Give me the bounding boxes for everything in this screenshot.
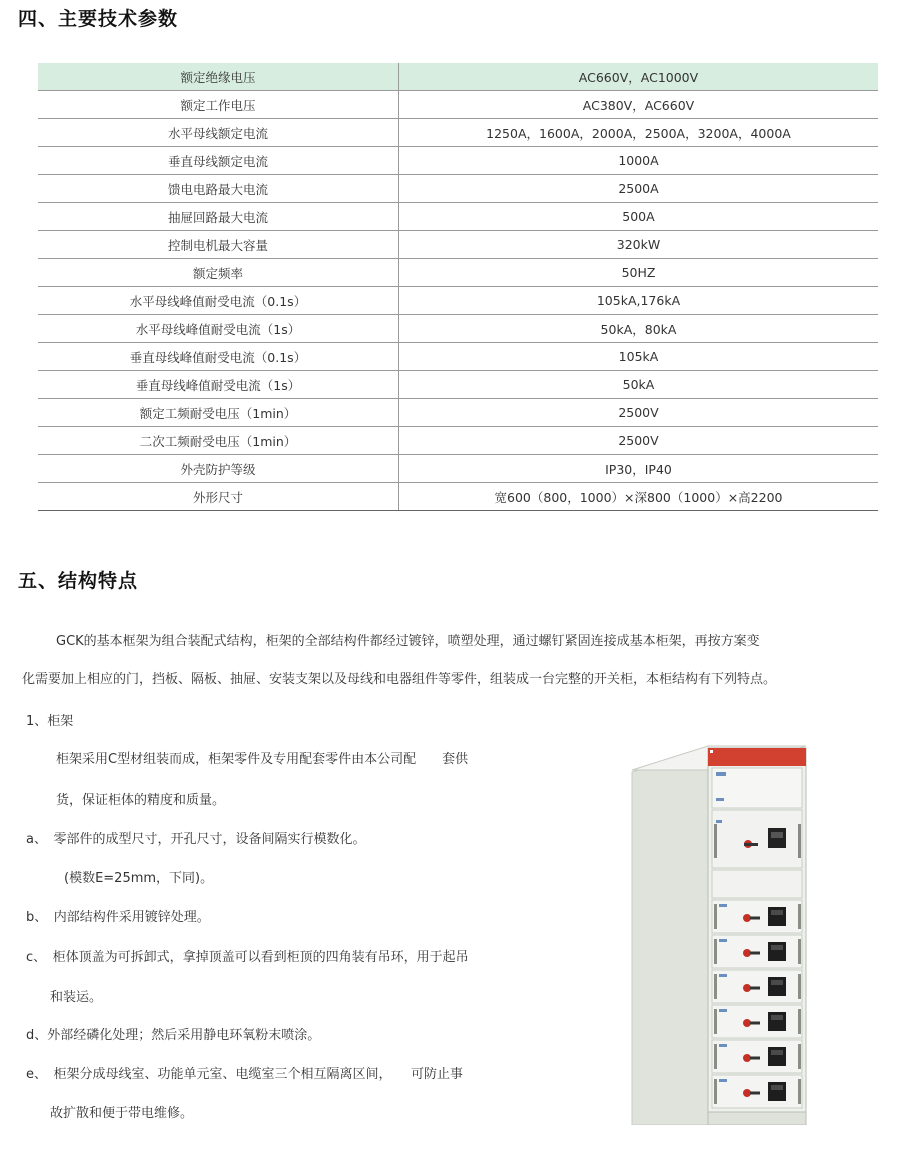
spec-param: 水平母线额定电流 — [38, 119, 399, 147]
item-c-line-1: c、 柜体顶盖为可拆卸式，拿掉顶盖可以看到柜顶的四角装有吊环，用于起吊 — [26, 950, 469, 965]
spec-value: 105kA,176kA — [399, 287, 879, 315]
item-b-line: b、 内部结构件采用镀锌处理。 — [26, 910, 210, 925]
drawer-handle — [743, 949, 751, 957]
spec-param: 抽屉回路最大电流 — [38, 203, 399, 231]
spec-row — [38, 203, 878, 231]
cabinet-top-band — [708, 748, 806, 766]
drawer-handle — [743, 984, 751, 992]
spec-param: 水平母线峰值耐受电流（1s） — [38, 315, 399, 343]
spec-param: 二次工频耐受电压（1min） — [38, 427, 399, 455]
drawer-handle — [743, 1089, 751, 1097]
spec-value: 50kA — [399, 371, 879, 399]
drawer-handle — [743, 1019, 751, 1027]
cabinet-side-panel — [632, 748, 708, 1125]
item-c-line-2: 和装运。 — [50, 990, 103, 1005]
spec-value: 2500A — [399, 175, 879, 203]
spec-value: 105kA — [399, 343, 879, 371]
spec-row — [38, 343, 878, 371]
section-4-title: 四、主要技术参数 — [18, 8, 179, 30]
spec-value: IP30，IP40 — [399, 455, 879, 483]
spec-param: 额定绝缘电压 — [38, 63, 399, 91]
spec-param: 控制电机最大容量 — [38, 231, 399, 259]
drawer-meter — [768, 1082, 786, 1101]
item-1-line-2: 货，保证柜体的精度和质量。 — [56, 793, 226, 808]
section-5-title: 五、结构特点 — [18, 570, 139, 592]
spec-row — [38, 175, 878, 203]
spec-value: 500A — [399, 203, 879, 231]
item-a-line-1: a、 零部件的成型尺寸，开孔尺寸，设备间隔实行模数化。 — [26, 832, 366, 847]
spec-value: 宽600（800，1000）×深800（1000）×高2200 — [399, 483, 879, 511]
item-e-line-2: 故扩散和便于带电维修。 — [50, 1106, 194, 1121]
spec-param: 垂直母线峰值耐受电流（1s） — [38, 371, 399, 399]
spec-row — [38, 287, 878, 315]
spec-param: 外形尺寸 — [38, 483, 399, 511]
spec-row — [38, 119, 878, 147]
item-d-line: d、外部经磷化处理；然后采用静电环氧粉末喷涂。 — [26, 1028, 321, 1043]
spec-param: 额定工作电压 — [38, 91, 399, 119]
item-1-title: 1、柜架 — [26, 714, 74, 729]
spec-table — [38, 63, 878, 511]
spec-value: 1000A — [399, 147, 879, 175]
spec-value: AC380V，AC660V — [399, 91, 879, 119]
spec-value: 2500V — [399, 399, 879, 427]
spec-row — [38, 63, 878, 91]
item-a-line-2: (模数E=25mm，下同)。 — [64, 871, 214, 886]
spec-value: 50HZ — [399, 259, 879, 287]
spec-row — [38, 91, 878, 119]
switchgear-cabinet-image — [630, 740, 810, 1125]
spec-value: AC660V，AC1000V — [399, 63, 879, 91]
spec-param: 垂直母线峰值耐受电流（0.1s） — [38, 343, 399, 371]
spec-row — [38, 315, 878, 343]
spec-param: 额定频率 — [38, 259, 399, 287]
spec-param: 外壳防护等级 — [38, 455, 399, 483]
spec-param: 额定工频耐受电压（1min） — [38, 399, 399, 427]
spec-param: 馈电电路最大电流 — [38, 175, 399, 203]
spec-row — [38, 231, 878, 259]
spec-value: 2500V — [399, 427, 879, 455]
drawer-meter — [768, 1012, 786, 1031]
intro-line-1: GCK的基本框架为组合装配式结构，柜架的全部结构件都经过镀锌，喷塑处理，通过螺钉紧固连接成基本柜架，再按方案变 — [56, 634, 760, 649]
spec-value: 320kW — [399, 231, 879, 259]
spec-row — [38, 455, 878, 483]
drawer-meter — [768, 907, 786, 926]
drawer-meter — [768, 1047, 786, 1066]
drawer-meter — [768, 942, 786, 961]
spec-row — [38, 399, 878, 427]
spec-row — [38, 427, 878, 455]
spec-param: 垂直母线额定电流 — [38, 147, 399, 175]
item-1-line-1: 柜架采用C型材组装而成，柜架零件及专用配套零件由本公司配 套供 — [56, 752, 469, 767]
spec-row — [38, 483, 878, 511]
drawer-handle — [743, 914, 751, 922]
intro-line-2: 化需要加上相应的门，挡板、隔板、抽屉、安装支架以及母线和电器组件等零件，组装成一台完整的开关柜，本柜结构有下列特点。 — [22, 672, 777, 687]
spec-value: 1250A，1600A，2000A，2500A，3200A，4000A — [399, 119, 879, 147]
spec-param: 水平母线峰值耐受电流（0.1s） — [38, 287, 399, 315]
spec-row — [38, 259, 878, 287]
spec-row — [38, 147, 878, 175]
item-e-line-1: e、 柜架分成母线室、功能单元室、电缆室三个相互隔离区间， 可防止事 — [26, 1067, 463, 1082]
spec-value: 50kA，80kA — [399, 315, 879, 343]
instrument-panel — [712, 810, 802, 868]
spec-row — [38, 371, 878, 399]
drawer-meter — [768, 977, 786, 996]
drawer-handle — [743, 1054, 751, 1062]
